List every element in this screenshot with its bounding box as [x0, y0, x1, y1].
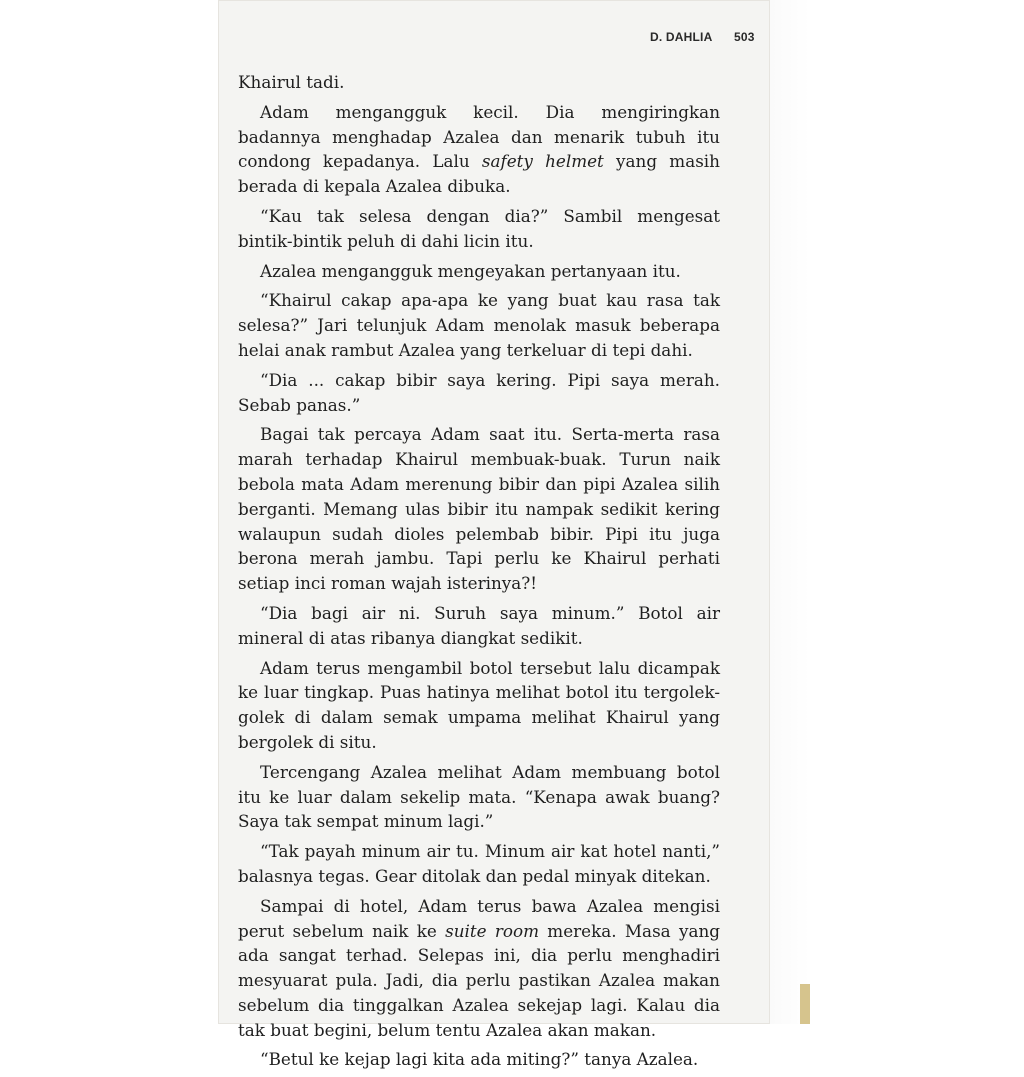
italic-phrase: safety helmet [481, 151, 604, 172]
running-header [650, 30, 755, 44]
paragraph [238, 422, 720, 596]
paragraph-text: Adam mengangguk kecil. Dia mengiringkan badannya menghadap Azalea dan menarik tubuh itu condong kepadanya. Lalu [238, 101, 720, 172]
paragraph [238, 368, 720, 418]
paragraph-text: “Tak payah minum air tu. Minum air kat hotel nanti,” balasnya tegas. Gear ditolak dan pedal minyak ditekan. [238, 841, 720, 886]
body-text [238, 70, 720, 1077]
paragraph-text: Azalea mengangguk mengeyakan pertanyaan itu. [260, 260, 681, 281]
paragraph [238, 1047, 720, 1072]
paragraph-text: yang masih berada di kepala Azalea dibuka. [238, 151, 720, 197]
paragraph [238, 760, 720, 834]
paragraph [238, 70, 720, 95]
paragraph-text: Khairul tadi. [238, 72, 345, 92]
paragraph-text: Tercengang Azalea melihat Adam membuang botol itu ke luar dalam sekelip mata. “Kenapa awak buang? Saya tak sempat minum lagi.” [238, 761, 720, 832]
paragraph [238, 259, 720, 284]
page-edge-gold [800, 984, 810, 1024]
paragraph [238, 601, 720, 651]
paragraph-text: “Khairul cakap apa-apa ke yang buat kau rasa tak selesa?” Jari telunjuk Adam menolak masuk beberapa helai anak rambut Azalea yang terkeluar di tepi dahi. [238, 290, 720, 360]
running-header-author: D. DAHLIA [650, 30, 713, 44]
paragraph [238, 100, 720, 199]
italic-phrase: suite room [445, 920, 540, 941]
paragraph-text: Sampai di hotel, Adam terus bawa Azalea mengisi perut sebelum naik ke [238, 895, 720, 941]
paragraph-text: Bagai tak percaya Adam saat itu. Serta-merta rasa marah terhadap Khairul membuak-buak. Turun naik bebola mata Adam merenung bibir dan pipi Azalea silih berganti. Memang ulas bibir itu nampak sedikit kering walaupun sudah dioles pelembab bibir. Pipi itu juga berona merah jambu. Tapi perlu ke Khairul perhati setiap inci roman wajah isterinya?! [238, 424, 720, 594]
paragraph-text: “Dia bagi air ni. Suruh saya minum.” Botol air mineral di atas ribanya diangkat sedikit. [238, 602, 720, 648]
paragraph [238, 839, 720, 889]
paragraph [238, 656, 720, 755]
book-spine [770, 0, 810, 1024]
paragraph-text: “Dia ... cakap bibir saya kering. Pipi saya merah. Sebab panas.” [238, 369, 720, 415]
paragraph [238, 204, 720, 254]
paragraph-text: Adam terus mengambil botol tersebut lalu dicampak ke luar tingkap. Puas hatinya melihat botol itu tergolek-golek di dalam semak umpama melihat Khairul yang bergolek di situ. [238, 657, 720, 752]
paragraph-text: “Kau tak selesa dengan dia?” Sambil mengesat bintik-bintik peluh di dahi licin itu. [238, 205, 720, 251]
paragraph [238, 894, 720, 1043]
paragraph-text: “Betul ke kejap lagi kita ada miting?” tanya Azalea. [260, 1049, 699, 1070]
paragraph [238, 288, 720, 362]
page-number: 503 [734, 30, 755, 44]
paragraph-text: mereka. Masa yang ada sangat terhad. Selepas ini, dia perlu menghadiri mesyuarat pula. Jadi, dia perlu pastikan Azalea makan sebelum dia tinggalkan Azalea sekejap lagi. Kalau dia tak buat begini, belum tentu Azalea akan makan. [238, 920, 720, 1040]
